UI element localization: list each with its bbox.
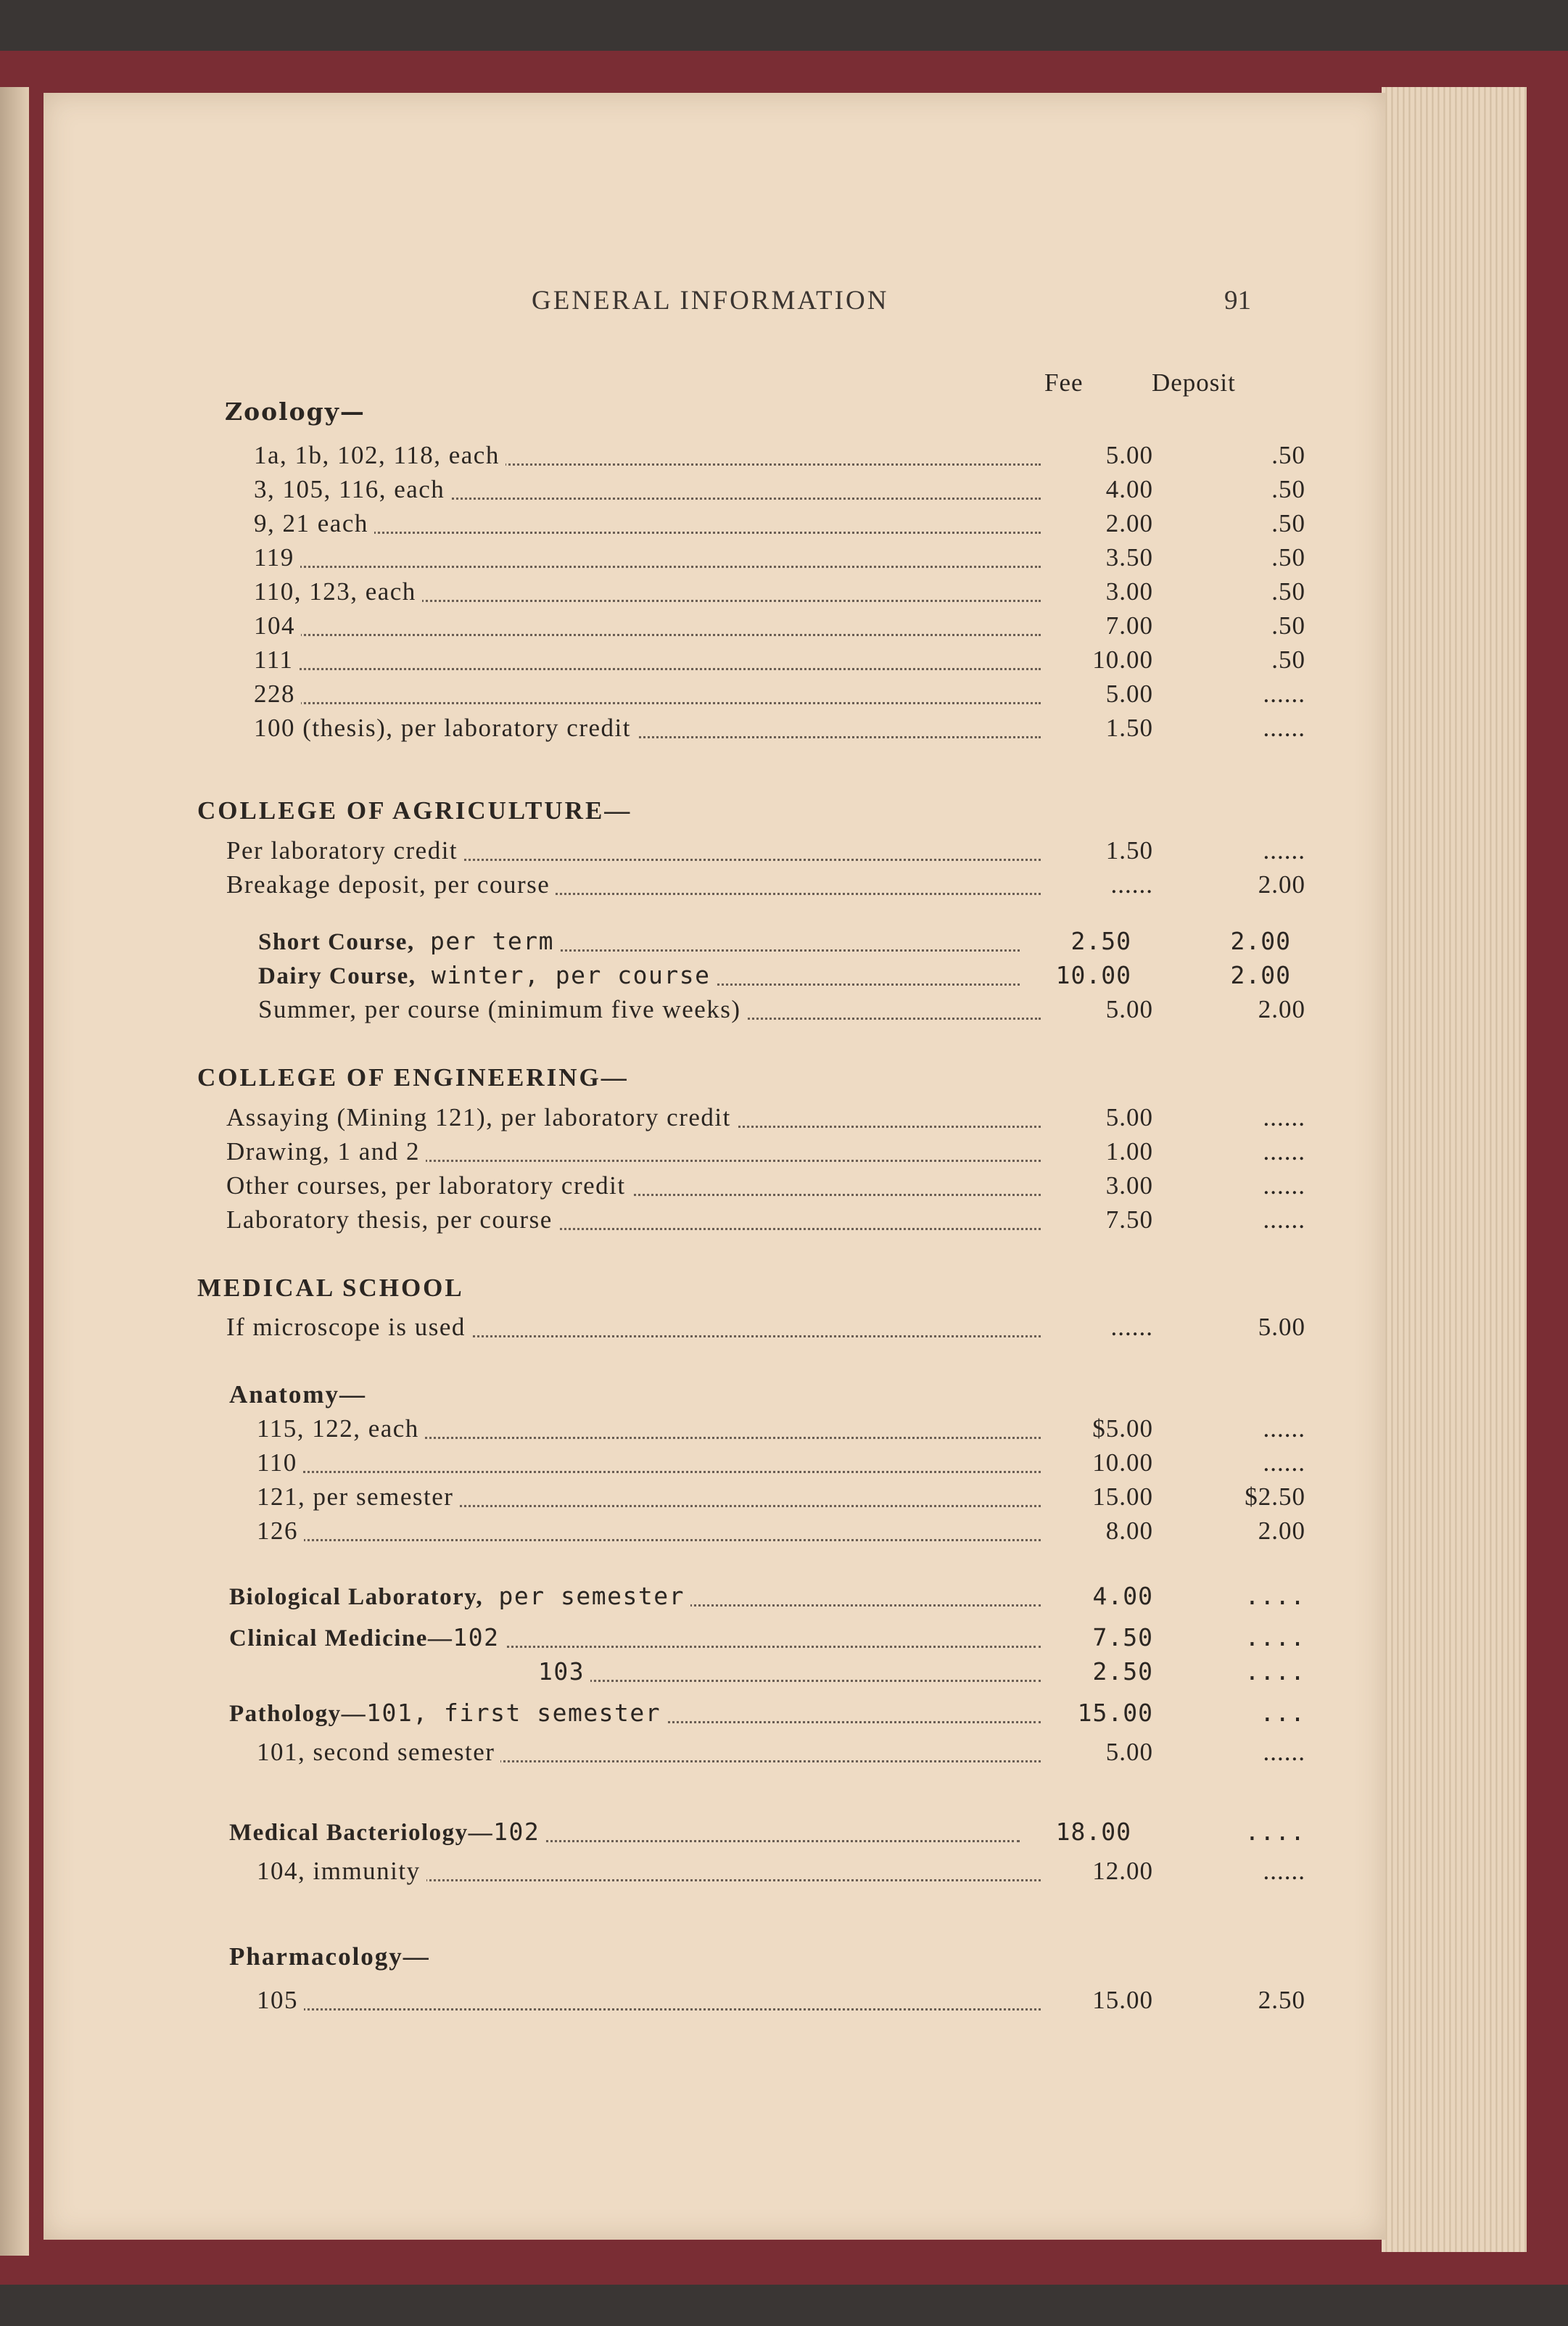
row-label: 228	[254, 680, 301, 709]
deposit-value: .50	[1271, 577, 1305, 606]
pathology-detail: 101, first semester	[366, 1699, 661, 1727]
pharmacology-heading: Pharmacology—	[229, 1942, 430, 1971]
row-label: Summer, per course (minimum five weeks)	[258, 995, 747, 1024]
short-course-detail: per term	[430, 927, 554, 955]
deposit-value: ....	[1245, 1623, 1305, 1651]
row-label: If microscope is used	[226, 1313, 471, 1342]
running-header: GENERAL INFORMATION	[532, 286, 889, 316]
row-label	[258, 927, 560, 956]
fee-value: 5.00	[1105, 680, 1153, 708]
deposit-value: ......	[1263, 1171, 1305, 1200]
row-label	[229, 1623, 506, 1652]
table-row	[44, 870, 1320, 904]
table-row	[44, 1623, 1320, 1657]
page-edges	[1382, 87, 1527, 2252]
fee-value: 8.00	[1105, 1517, 1153, 1545]
table-row	[44, 475, 1320, 508]
row-label: 3, 105, 116, each	[254, 475, 450, 504]
row-label: Other courses, per laboratory credit	[226, 1171, 632, 1200]
table-row	[44, 646, 1320, 679]
previous-page-edge	[0, 87, 29, 2256]
dairy-course-detail: winter, per course	[431, 961, 711, 989]
medical-school-heading: MEDICAL SCHOOL	[197, 1274, 464, 1302]
table-row	[44, 1818, 1320, 1851]
table-row	[44, 611, 1320, 645]
deposit-value: ......	[1263, 1414, 1305, 1443]
deposit-value: 5.00	[1258, 1313, 1305, 1341]
row-label	[258, 961, 716, 990]
biological-laboratory-detail: per semester	[498, 1582, 685, 1610]
row-label: 110, 123, each	[254, 577, 422, 606]
table-row	[44, 1657, 1320, 1691]
clinical-medicine-detail: 102	[453, 1623, 500, 1651]
deposit-value: 2.00	[1258, 1517, 1305, 1545]
row-label: 9, 21 each	[254, 509, 374, 538]
fee-value: 1.00	[1105, 1137, 1153, 1166]
fee-value: 10.00	[1055, 961, 1131, 989]
table-row	[44, 1738, 1320, 1771]
row-label: Laboratory thesis, per course	[226, 1205, 558, 1234]
table-row	[44, 509, 1320, 543]
deposit-value: ......	[1263, 1857, 1305, 1885]
table-row	[44, 995, 1320, 1028]
row-label: Per laboratory credit	[226, 836, 463, 865]
fee-value: 3.50	[1105, 543, 1153, 572]
deposit-value: 2.00	[1258, 995, 1305, 1023]
deposit-value: .50	[1271, 543, 1305, 572]
deposit-value: 2.00	[1230, 927, 1291, 955]
table-row	[44, 1448, 1320, 1482]
medical-bacteriology-detail: 102	[493, 1818, 540, 1846]
fee-value: 15.00	[1077, 1699, 1153, 1727]
row-label: 121, per semester	[257, 1482, 459, 1512]
deposit-value: ....	[1245, 1657, 1305, 1686]
deposit-value: $2.50	[1245, 1482, 1305, 1511]
row-label: 104, immunity	[257, 1857, 426, 1886]
fee-value: $5.00	[1092, 1414, 1153, 1443]
fee-value: 7.50	[1105, 1205, 1153, 1234]
row-label: 100 (thesis), per laboratory credit	[254, 714, 637, 743]
table-row	[44, 1313, 1320, 1346]
fee-value: 7.00	[1105, 611, 1153, 640]
table-row	[44, 714, 1320, 747]
deposit-value: .50	[1271, 441, 1305, 469]
deposit-value: 2.00	[1258, 870, 1305, 899]
deposit-value: ...	[1260, 1699, 1305, 1727]
deposit-value: .50	[1271, 509, 1305, 537]
dot-leader	[264, 2008, 1041, 2010]
fee-value: 1.50	[1105, 836, 1153, 865]
table-row	[44, 680, 1320, 713]
deposit-value: ......	[1263, 1137, 1305, 1166]
row-label	[229, 1818, 545, 1847]
table-row	[44, 1137, 1320, 1171]
fee-value: 3.00	[1105, 577, 1153, 606]
row-label: 111	[254, 646, 299, 675]
deposit-value: ....	[1245, 1582, 1305, 1610]
row-label: 105	[257, 1986, 304, 2015]
fee-value: 4.00	[1105, 475, 1153, 503]
table-row	[44, 441, 1320, 474]
deposit-value: ......	[1263, 714, 1305, 742]
page	[44, 93, 1385, 2240]
table-row	[44, 836, 1320, 870]
table-row	[44, 927, 1320, 960]
fee-value: 7.50	[1092, 1623, 1153, 1651]
table-row	[44, 577, 1320, 611]
agriculture-heading: COLLEGE OF AGRICULTURE—	[197, 796, 632, 825]
fee-value: 10.00	[1092, 646, 1153, 674]
table-row	[44, 543, 1320, 577]
dot-leader	[261, 634, 1041, 636]
deposit-value: ......	[1263, 1738, 1305, 1766]
biological-laboratory-label: Biological Laboratory,	[229, 1584, 484, 1610]
fee-value: 15.00	[1092, 1986, 1153, 2014]
fee-value: ......	[1110, 870, 1153, 899]
fee-value: 5.00	[1105, 1103, 1153, 1131]
fee-value: 10.00	[1092, 1448, 1153, 1477]
table-row	[44, 961, 1320, 994]
dot-leader	[261, 668, 1041, 670]
fee-value: 3.00	[1105, 1171, 1153, 1200]
pathology-label: Pathology—	[229, 1701, 367, 1727]
dot-leader	[545, 1680, 1041, 1682]
fee-value: 15.00	[1092, 1482, 1153, 1511]
deposit-value: .50	[1271, 646, 1305, 674]
fee-value: 1.50	[1105, 714, 1153, 742]
deposit-value: ....	[1245, 1818, 1305, 1846]
row-label: 101, second semester	[257, 1738, 500, 1767]
row-label: Breakage deposit, per course	[226, 870, 556, 899]
row-label: 104	[254, 611, 301, 640]
deposit-value: 2.00	[1230, 961, 1291, 989]
short-course-label: Short Course,	[258, 929, 415, 955]
dot-leader	[261, 702, 1041, 704]
fee-value: 5.00	[1105, 1738, 1153, 1766]
table-row	[44, 1205, 1320, 1239]
row-label: 126	[257, 1517, 304, 1546]
row-label: 110	[257, 1448, 303, 1477]
fee-value: 2.50	[1070, 927, 1131, 955]
anatomy-heading: Anatomy—	[229, 1380, 367, 1409]
page-number: 91	[1224, 286, 1251, 316]
dot-leader	[264, 1539, 1041, 1541]
medical-bacteriology-label: Medical Bacteriology—	[229, 1820, 494, 1846]
clinical-medicine-label: Clinical Medicine—	[229, 1625, 453, 1651]
table-row	[44, 1582, 1320, 1615]
row-label: 103	[538, 1657, 590, 1686]
table-row	[44, 1482, 1320, 1516]
dairy-course-label: Dairy Course,	[258, 963, 416, 989]
dot-leader	[261, 532, 1041, 534]
row-label: Assaying (Mining 121), per laboratory credit	[226, 1103, 737, 1132]
table-row	[44, 1986, 1320, 2019]
fee-value: 2.00	[1105, 509, 1153, 537]
deposit-value: 2.50	[1258, 1986, 1305, 2014]
row-label: 119	[254, 543, 300, 572]
dot-leader	[261, 566, 1041, 568]
table-row	[44, 1171, 1320, 1205]
zoology-heading: Zoology—	[225, 397, 366, 426]
dot-leader	[264, 1471, 1041, 1473]
deposit-value: ......	[1263, 1103, 1305, 1131]
fee-column-header: Fee	[1044, 368, 1084, 397]
table-row	[44, 1414, 1320, 1448]
fee-value: 4.00	[1092, 1582, 1153, 1610]
fee-value: 2.50	[1092, 1657, 1153, 1686]
table-row	[44, 1517, 1320, 1550]
deposit-value: ......	[1263, 1448, 1305, 1477]
table-row	[44, 1857, 1320, 1890]
deposit-value: ......	[1263, 1205, 1305, 1234]
deposit-value: .50	[1271, 475, 1305, 503]
row-label	[229, 1582, 690, 1611]
table-row	[44, 1699, 1320, 1732]
deposit-value: .50	[1271, 611, 1305, 640]
fee-value: 5.00	[1105, 995, 1153, 1023]
fee-value: ......	[1110, 1313, 1153, 1341]
row-label: 1a, 1b, 102, 118, each	[254, 441, 506, 470]
fee-value: 5.00	[1105, 441, 1153, 469]
row-label	[229, 1699, 667, 1728]
deposit-value: ......	[1263, 836, 1305, 865]
deposit-value: ......	[1263, 680, 1305, 708]
fee-value: 12.00	[1092, 1857, 1153, 1885]
row-label: 115, 122, each	[257, 1414, 425, 1443]
engineering-heading: COLLEGE OF ENGINEERING—	[197, 1063, 629, 1092]
table-row	[44, 1103, 1320, 1137]
row-label: Drawing, 1 and 2	[226, 1137, 426, 1166]
deposit-column-header: Deposit	[1152, 368, 1236, 397]
fee-value: 18.00	[1055, 1818, 1131, 1846]
